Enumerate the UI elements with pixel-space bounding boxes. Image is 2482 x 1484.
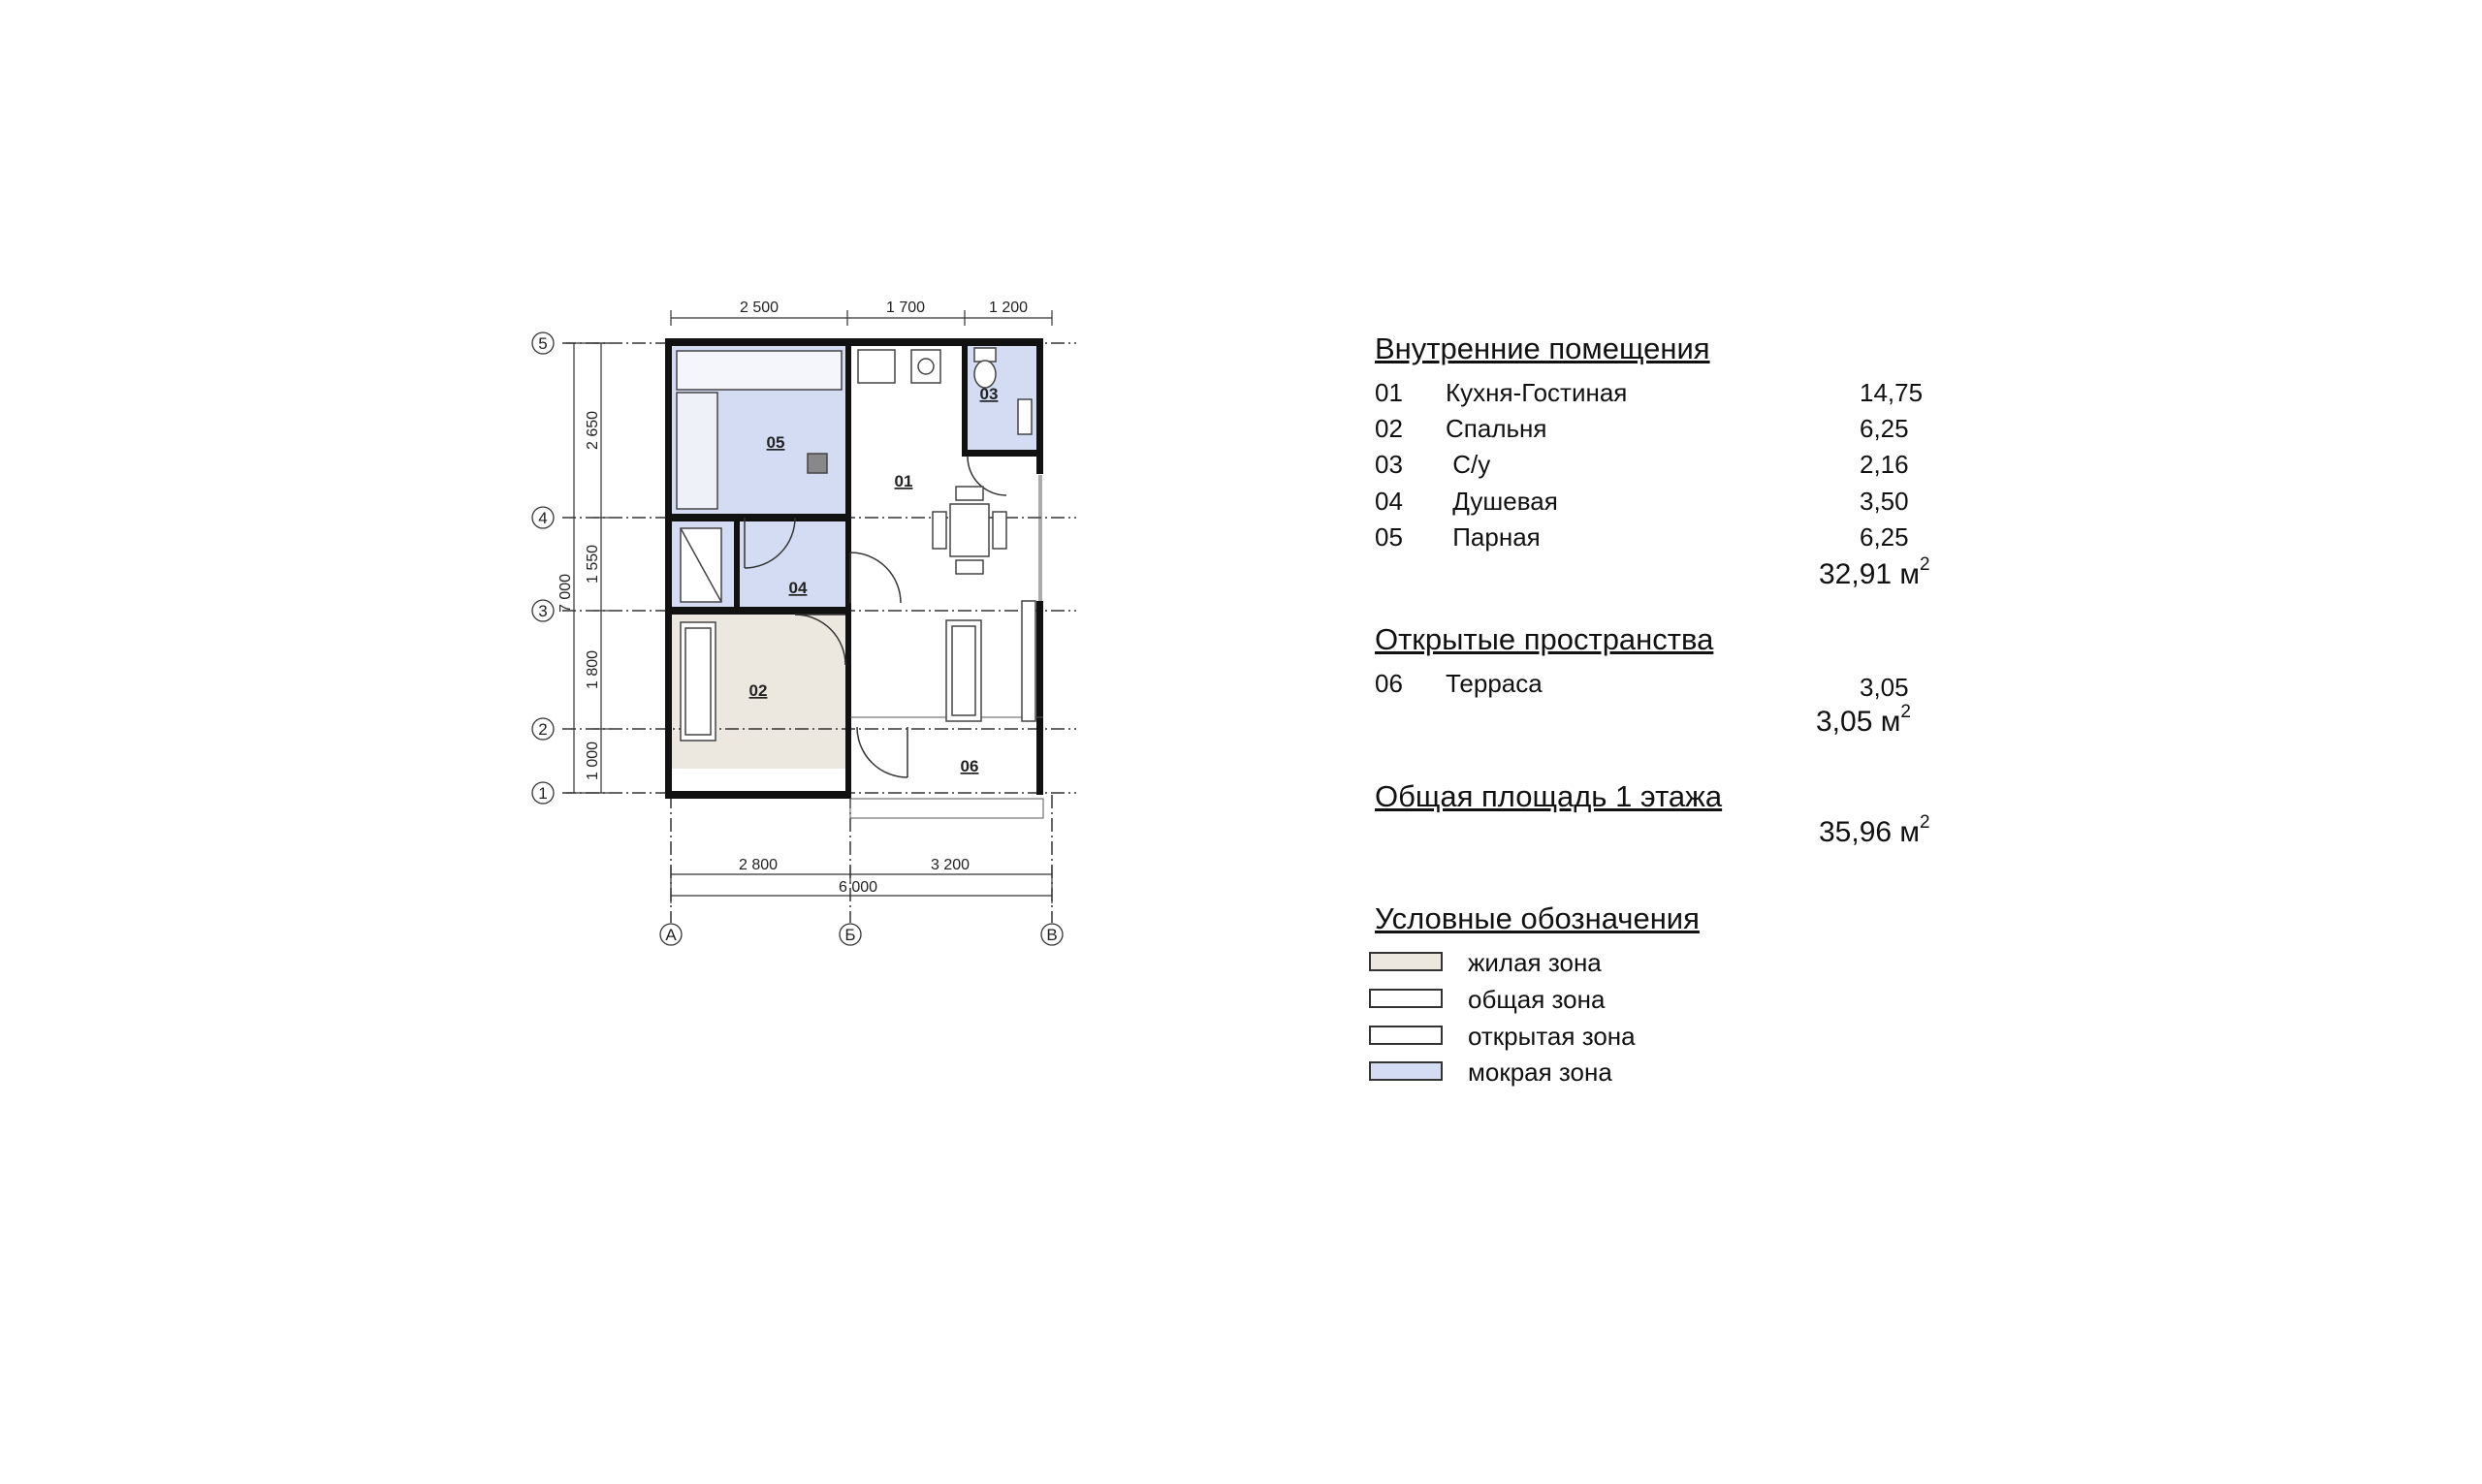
legend-item	[1369, 948, 1757, 977]
legend-swatch	[1369, 989, 1443, 1008]
room-row	[1375, 487, 1957, 520]
open-section-title: Открытые пространства	[1375, 622, 1714, 656]
room-name: С/у	[1446, 450, 1491, 479]
open-total-unit-sup: 2	[1900, 702, 1911, 722]
room-area: 3,50	[1860, 487, 1909, 516]
interior-total-value: 32,91 м	[1819, 558, 1921, 590]
interior-total-unit-sup: 2	[1920, 554, 1930, 575]
axis-row-2: 2	[538, 720, 548, 739]
axis-row-5: 5	[538, 334, 548, 353]
dim-left-1: 2 650	[585, 410, 601, 451]
room-row	[1375, 450, 1957, 483]
room-label-06: 06	[960, 757, 979, 775]
dim-left-4: 1 000	[585, 741, 601, 781]
axis-row-4: 4	[538, 509, 548, 527]
open-total-value: 3,05 м	[1816, 706, 1901, 738]
dim-bottom-2: 3 200	[930, 857, 971, 873]
key-section-title: Условные обозначения	[1375, 901, 1700, 935]
overall-section-title: Общая площадь 1 этажа	[1375, 779, 1723, 813]
room-row	[1375, 669, 1957, 702]
room-name: Парная	[1446, 522, 1541, 552]
dim-overall-width: 6 000	[838, 879, 878, 896]
dim-top-3: 1 200	[988, 300, 1029, 316]
col-axis-markers	[660, 924, 1063, 945]
room-area: 6,25	[1860, 414, 1909, 443]
room-label-02: 02	[748, 681, 768, 700]
axis-col-v: В	[1046, 926, 1058, 944]
overall-total-value: 35,96 м	[1819, 816, 1921, 848]
axis-col-a: А	[665, 926, 677, 944]
room-row	[1375, 522, 1957, 555]
room-label-01: 01	[894, 472, 913, 490]
interior-section-title: Внутренние помещения	[1375, 332, 1710, 365]
legend-label: жилая зона	[1468, 948, 1602, 977]
legend-item	[1369, 1022, 1757, 1051]
legend-label: мокрая зона	[1468, 1058, 1612, 1087]
dim-bottom-1: 2 800	[738, 857, 779, 873]
legend-swatch	[1369, 1061, 1443, 1081]
room-row	[1375, 378, 1957, 411]
legend-item	[1369, 985, 1757, 1014]
dim-left-3: 1 800	[585, 649, 601, 690]
room-name: Душевая	[1446, 487, 1558, 516]
floor-plan	[504, 281, 1115, 969]
room-area: 3,05	[1860, 673, 1909, 702]
legend-item	[1369, 1058, 1757, 1087]
room-number: 03	[1375, 450, 1403, 479]
overall-total	[1819, 812, 1930, 849]
room-label-04: 04	[788, 579, 808, 597]
room-label-05: 05	[766, 433, 785, 452]
room-name: Терраса	[1446, 669, 1543, 698]
room-area: 2,16	[1860, 450, 1909, 479]
overall-total-unit-sup: 2	[1920, 812, 1930, 833]
legend-label: открытая зона	[1468, 1022, 1636, 1051]
room-number: 06	[1375, 669, 1403, 698]
room-number: 05	[1375, 522, 1403, 552]
room-name: Кухня-Гостиная	[1446, 378, 1628, 407]
axis-col-b: Б	[844, 926, 856, 944]
legend-swatch	[1369, 1026, 1443, 1045]
room-number: 01	[1375, 378, 1403, 407]
interior-total	[1819, 554, 1930, 591]
legend-swatch	[1369, 952, 1443, 971]
room-label-03: 03	[979, 385, 999, 403]
dim-top-2: 1 700	[885, 300, 926, 316]
room-area: 6,25	[1860, 522, 1909, 552]
legend-label: общая зона	[1468, 985, 1606, 1014]
room-area: 14,75	[1860, 378, 1924, 407]
room-number: 02	[1375, 414, 1403, 443]
open-total	[1816, 702, 1911, 739]
axis-row-3: 3	[538, 602, 548, 620]
axis-row-1: 1	[538, 784, 548, 803]
dim-left-2: 1 550	[585, 544, 601, 584]
dim-top-1: 2 500	[739, 300, 780, 316]
room-name: Спальня	[1446, 414, 1547, 443]
room-row	[1375, 414, 1957, 447]
dim-overall-depth: 7 000	[557, 573, 574, 614]
room-number: 04	[1375, 487, 1403, 516]
